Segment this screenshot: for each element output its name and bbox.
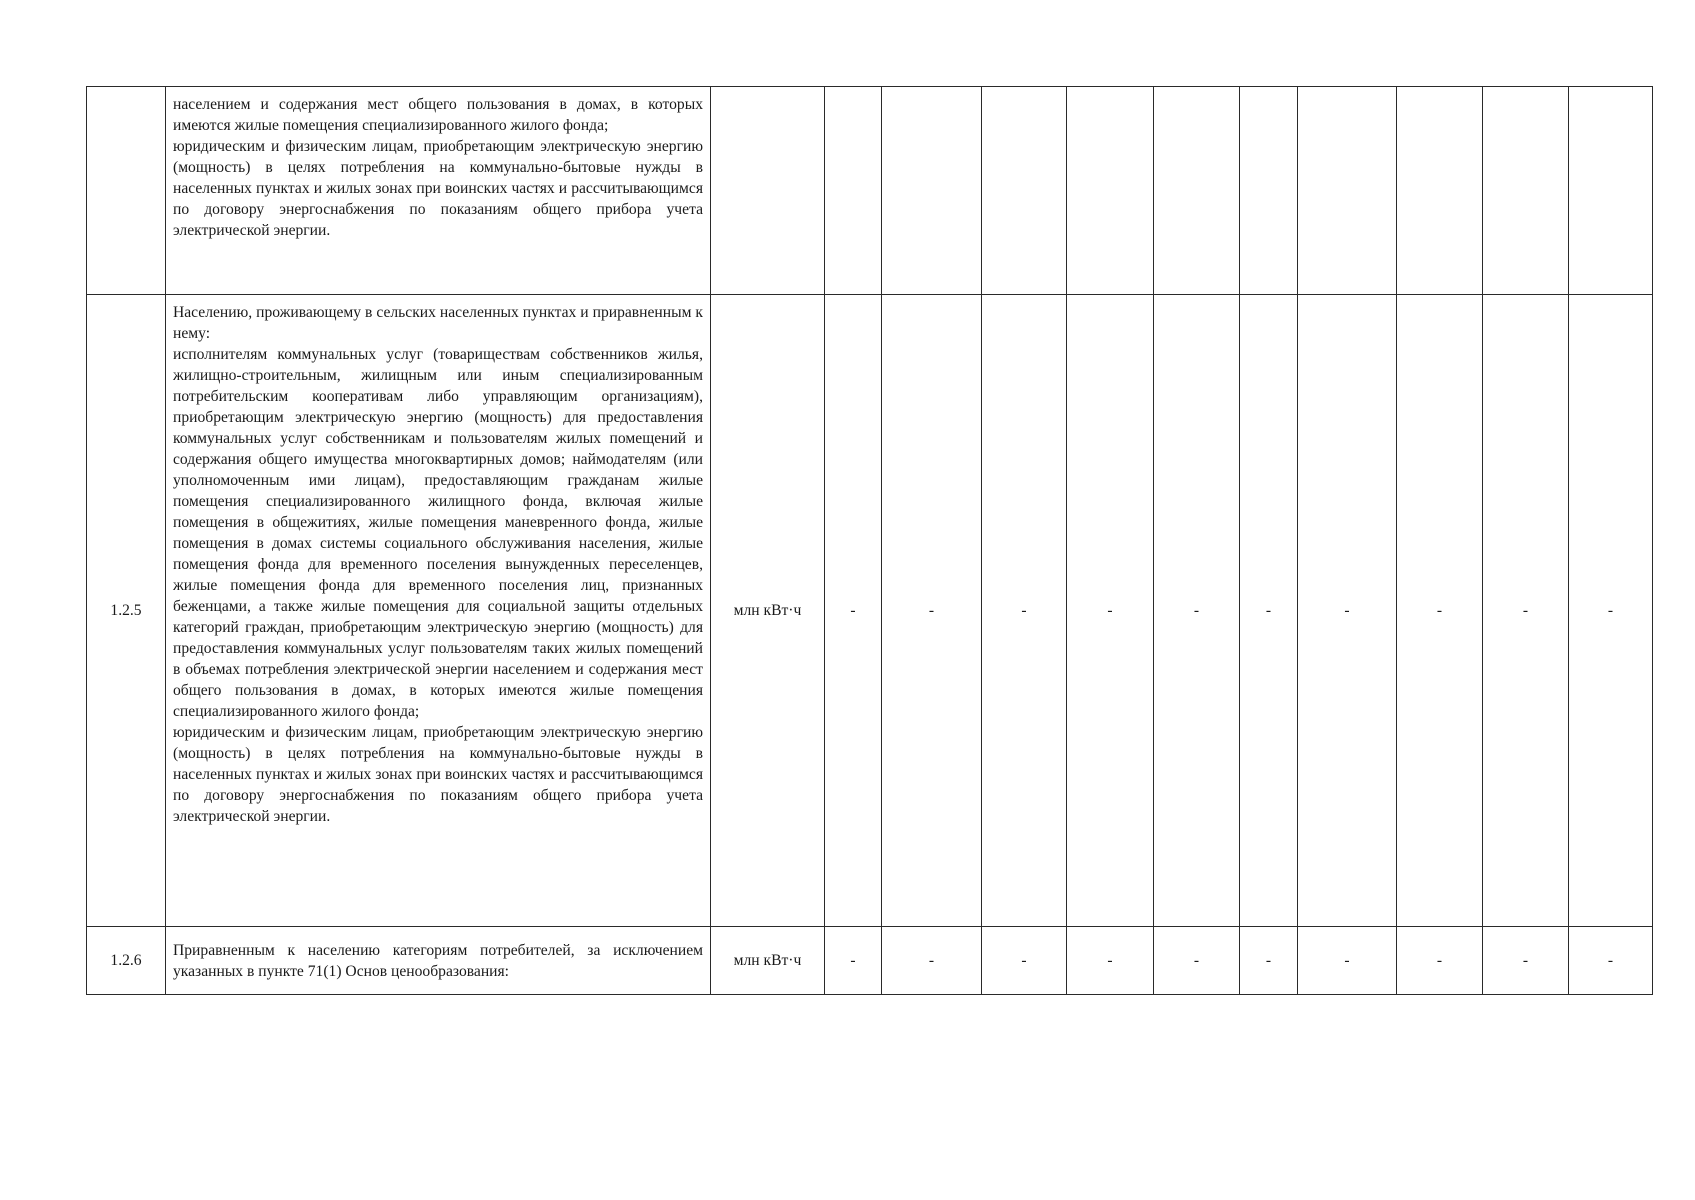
value-cell: -: [825, 927, 882, 995]
table-row: [87, 295, 1653, 927]
value-cell: [982, 87, 1067, 295]
row-number: [87, 87, 166, 295]
table-row: [87, 927, 1653, 995]
value-cell: -: [1483, 295, 1569, 927]
value-cell: -: [1483, 927, 1569, 995]
value-cell: -: [1240, 295, 1298, 927]
value-cell: -: [1397, 927, 1483, 995]
value-cell: -: [882, 927, 982, 995]
value-cell: [1067, 87, 1154, 295]
value-cell: -: [1298, 927, 1397, 995]
row-description: [166, 295, 711, 927]
row-number: 1.2.6: [87, 927, 166, 995]
value-cell: -: [982, 295, 1067, 927]
description-paragraph: юридическим и физическим лицам, приобретающим электрическую энергию (мощность) в целях потребления на коммунально-бытовые нужды в населенных пунктах и жилых зонах при воинских частях и рассчитывающимся по договору энергоснабжения по показаниям общего прибора учета электрической энергии.: [173, 724, 703, 825]
description-paragraph: Приравненным к населению категориям потребителей, за исключением указанных в пункте 71(1) Основ ценообразования:: [173, 941, 703, 980]
value-cell: [1397, 87, 1483, 295]
value-cell: -: [1154, 927, 1240, 995]
value-cell: [825, 87, 882, 295]
row-description: [166, 87, 711, 295]
value-cell: -: [882, 295, 982, 927]
value-cell: -: [1569, 295, 1653, 927]
value-cell: -: [825, 295, 882, 927]
value-cell: -: [1067, 927, 1154, 995]
unit-cell: [711, 87, 825, 295]
value-cell: [1154, 87, 1240, 295]
description-paragraph: Населению, проживающему в сельских населенных пунктах и приравненным к нему:: [173, 304, 703, 342]
description-paragraph: юридическим и физическим лицам, приобретающим электрическую энергию (мощность) в целях потребления на коммунально-бытовые нужды в населенных пунктах и жилых зонах при воинских частях и рассчитывающимся по договору энергоснабжения по показаниям общего прибора учета электрической энергии.: [173, 138, 703, 239]
value-cell: [1240, 87, 1298, 295]
value-cell: -: [982, 927, 1067, 995]
table-row: [87, 87, 1653, 295]
row-number: 1.2.5: [87, 295, 166, 927]
description-paragraph: населением и содержания мест общего пользования в домах, в которых имеются жилые помещения специализированного жилого фонда;: [173, 96, 703, 134]
value-cell: [1298, 87, 1397, 295]
tariff-table: [86, 86, 1653, 995]
unit-cell: млн кВт·ч: [711, 927, 825, 995]
value-cell: -: [1240, 927, 1298, 995]
row-description: [166, 927, 711, 995]
description-paragraph: исполнителям коммунальных услуг (товариществам собственников жилья, жилищно-строительным, жилищным или иным специализированным потребительским кооперативам либо управляющим организациям), приобретающим электрическую энергию (мощность) для предоставления коммунальных услуг собственникам и пользователям жилых помещений и содержания общего имущества многоквартирных домов; наймодателям (или уполномоченным ими лицам), предоставляющим гражданам жилые помещения специализированного жилищного фонда, включая жилые помещения в общежитиях, жилые помещения маневренного фонда, жилые помещения в домах системы социального обслуживания населения, жилые помещения фонда для временного поселения вынужденных переселенцев, жилые помещения фонда для временного поселения лиц, признанных беженцами, а также жилые помещения для социальной защиты отдельных категорий граждан, приобретающим электрическую энергию (мощность) для предоставления коммунальных услуг пользователям таких жилых помещений в объемах потребления электрической энергии населением и содержания мест общего пользования в домах, в которых имеются жилые помещения специализированного жилого фонда;: [173, 346, 703, 720]
value-cell: [1483, 87, 1569, 295]
value-cell: -: [1298, 295, 1397, 927]
value-cell: -: [1569, 927, 1653, 995]
value-cell: [1569, 87, 1653, 295]
unit-cell: млн кВт·ч: [711, 295, 825, 927]
value-cell: [882, 87, 982, 295]
value-cell: -: [1154, 295, 1240, 927]
value-cell: -: [1067, 295, 1154, 927]
value-cell: -: [1397, 295, 1483, 927]
